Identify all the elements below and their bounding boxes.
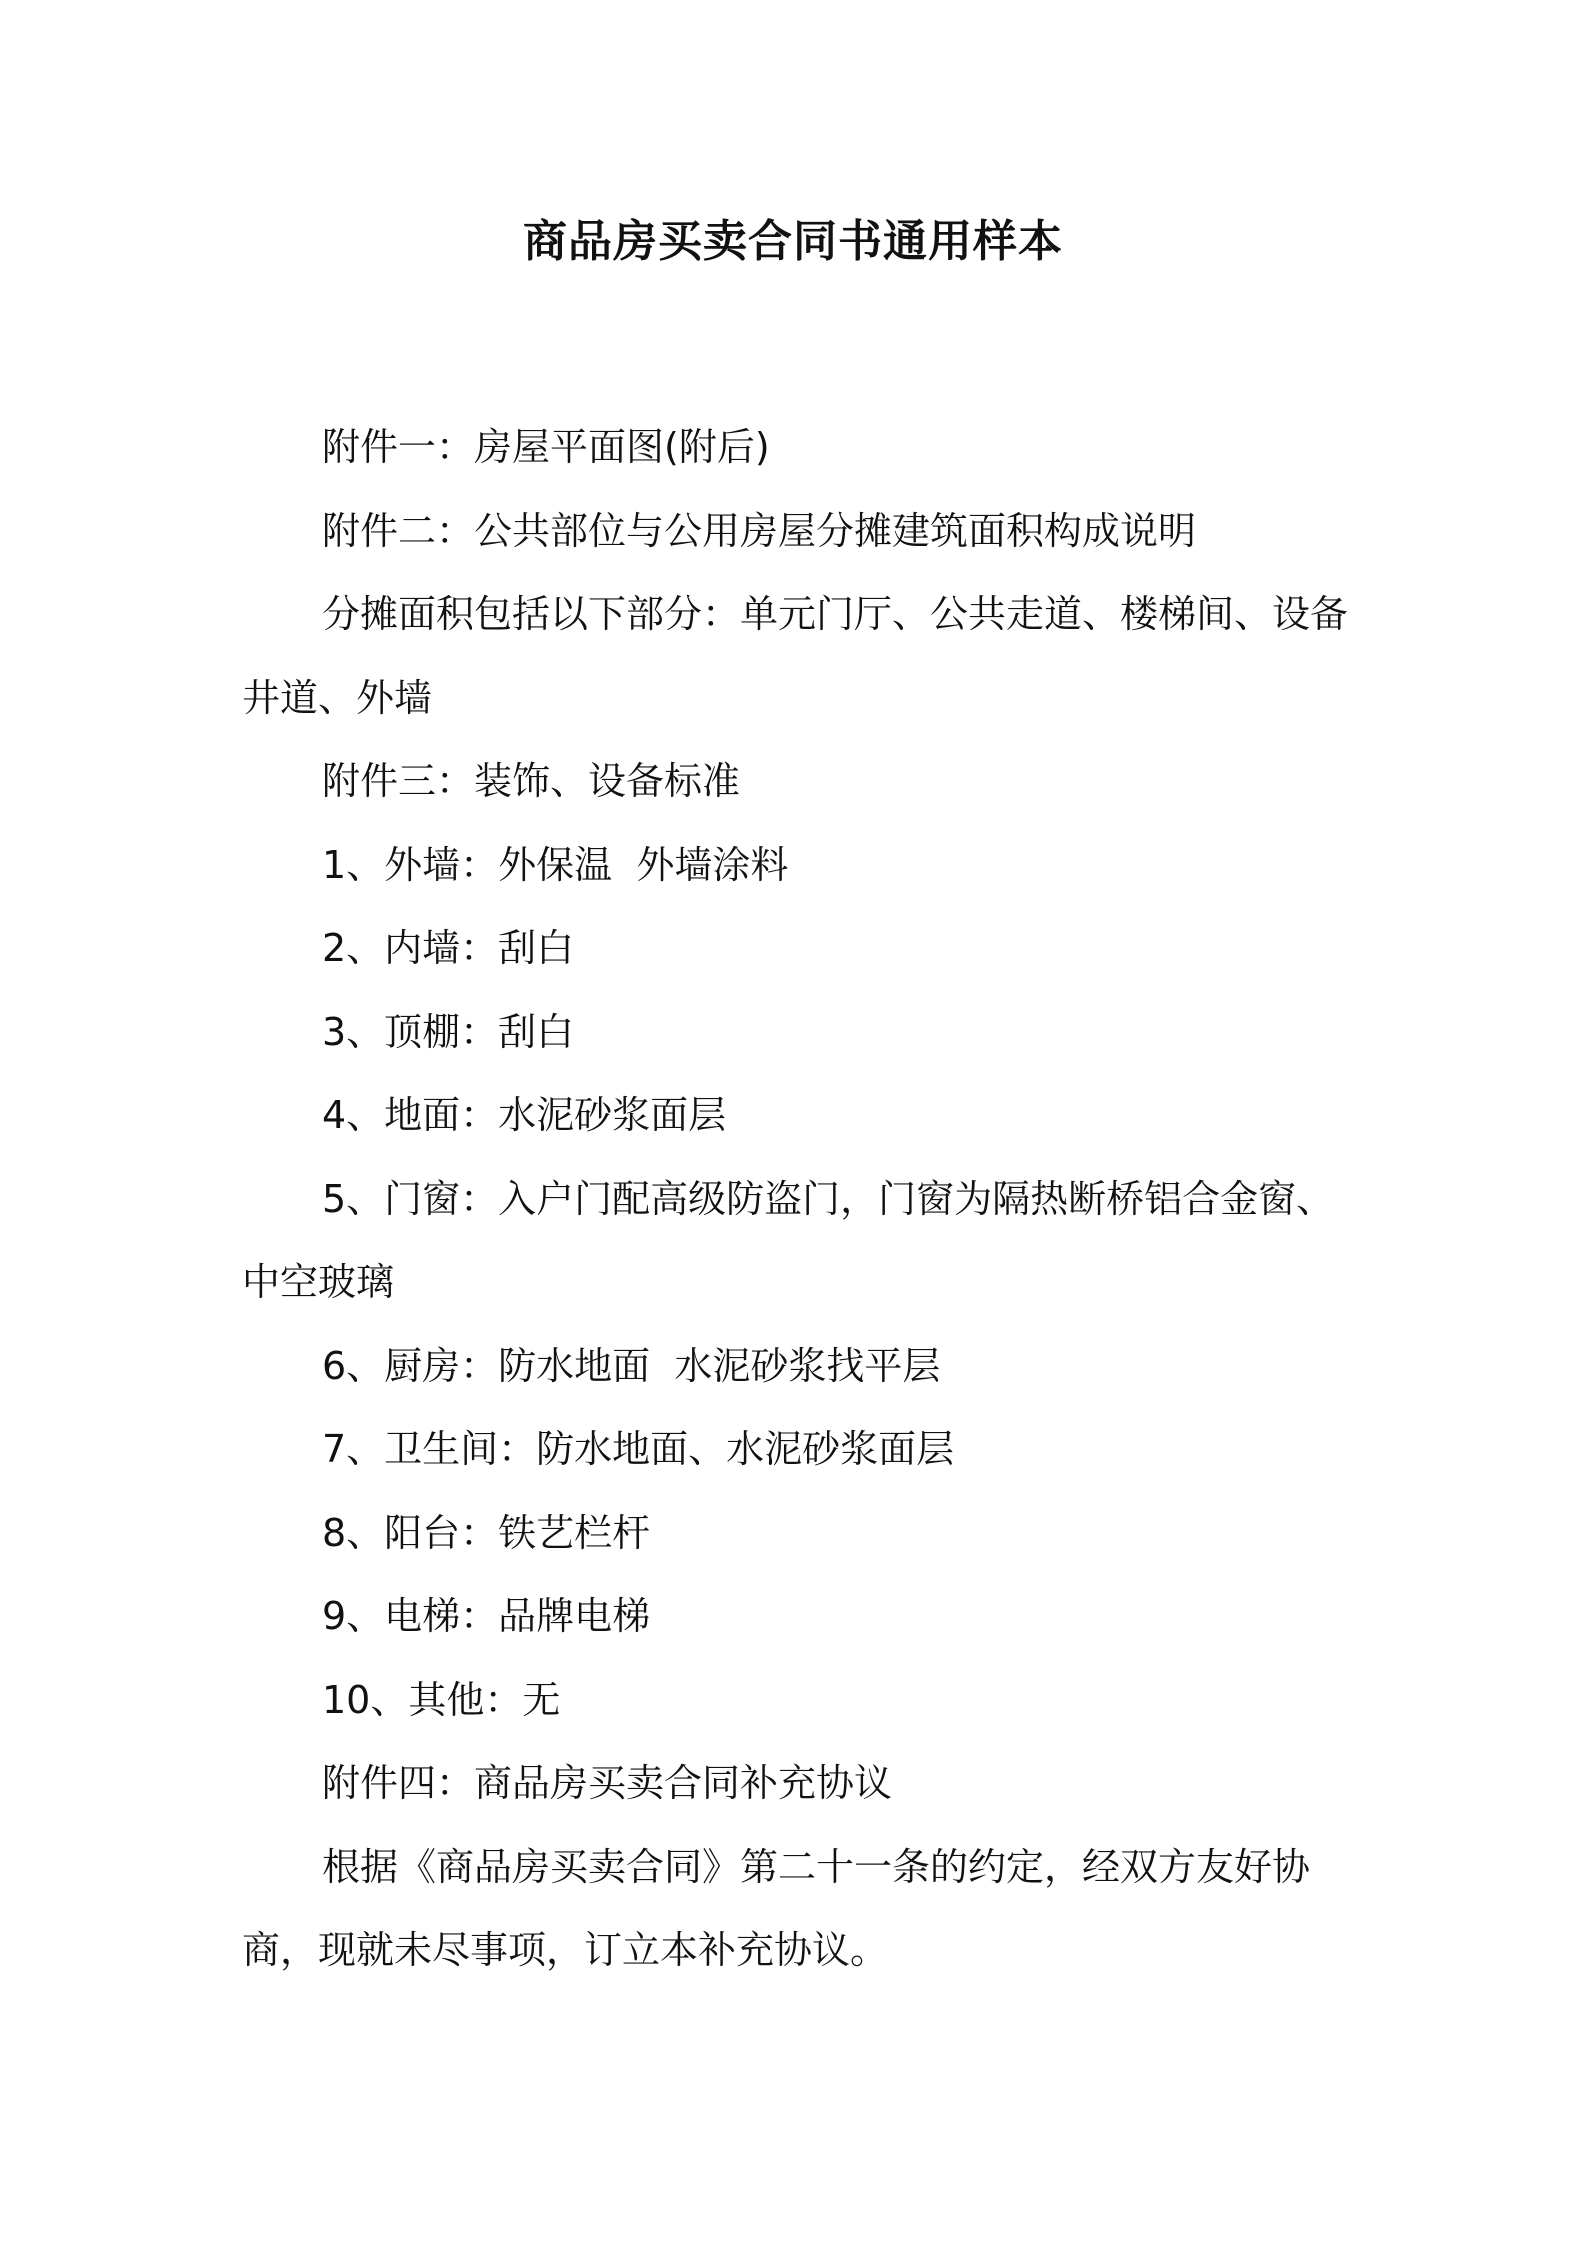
paragraph-attachment-4: 附件四：商品房买卖合同补充协议 (322, 1761, 893, 1805)
paragraph-supplement-intro: 根据《商品房买卖合同》第二十一条的约定，经双方友好协商，现就未尽事项，订立本补充协议。 (242, 1844, 1311, 1972)
paragraph-item-1: 1、外墙：外保温 外墙涂料 (322, 842, 789, 887)
paragraph-attachment-3: 附件三：装饰、设备标准 (322, 759, 741, 803)
paragraph-item-4: 4、地面：水泥砂浆面层 (322, 1093, 727, 1137)
paragraph-item-7: 7、卫生间：防水地面、水泥砂浆面层 (322, 1427, 955, 1471)
paragraph-item-9: 9、电梯：品牌电梯 (322, 1594, 651, 1638)
paragraph-item-6: 6、厨房：防水地面 水泥砂浆找平层 (322, 1343, 941, 1388)
document-title: 商品房买卖合同书通用样本 (523, 216, 1063, 267)
paragraph-attachment-1: 附件一：房屋平面图(附后) (322, 425, 770, 469)
paragraph-item-2: 2、内墙：刮白 (322, 926, 575, 970)
paragraph-attachment-2: 附件二：公共部位与公用房屋分摊建筑面积构成说明 (322, 508, 1197, 553)
paragraph-item-5: 5、门窗：入户门配高级防盗门，门窗为隔热断桥铝合金窗、中空玻璃 (242, 1176, 1335, 1304)
paragraph-item-3: 3、顶棚：刮白 (322, 1009, 575, 1054)
paragraph-item-10: 10、其他：无 (322, 1677, 561, 1722)
paragraph-item-8: 8、阳台：铁艺栏杆 (322, 1510, 651, 1555)
paragraph-shared-area: 分摊面积包括以下部分：单元门厅、公共走道、楼梯间、设备井道、外墙 (242, 592, 1349, 720)
document-body (242, 406, 1372, 1993)
